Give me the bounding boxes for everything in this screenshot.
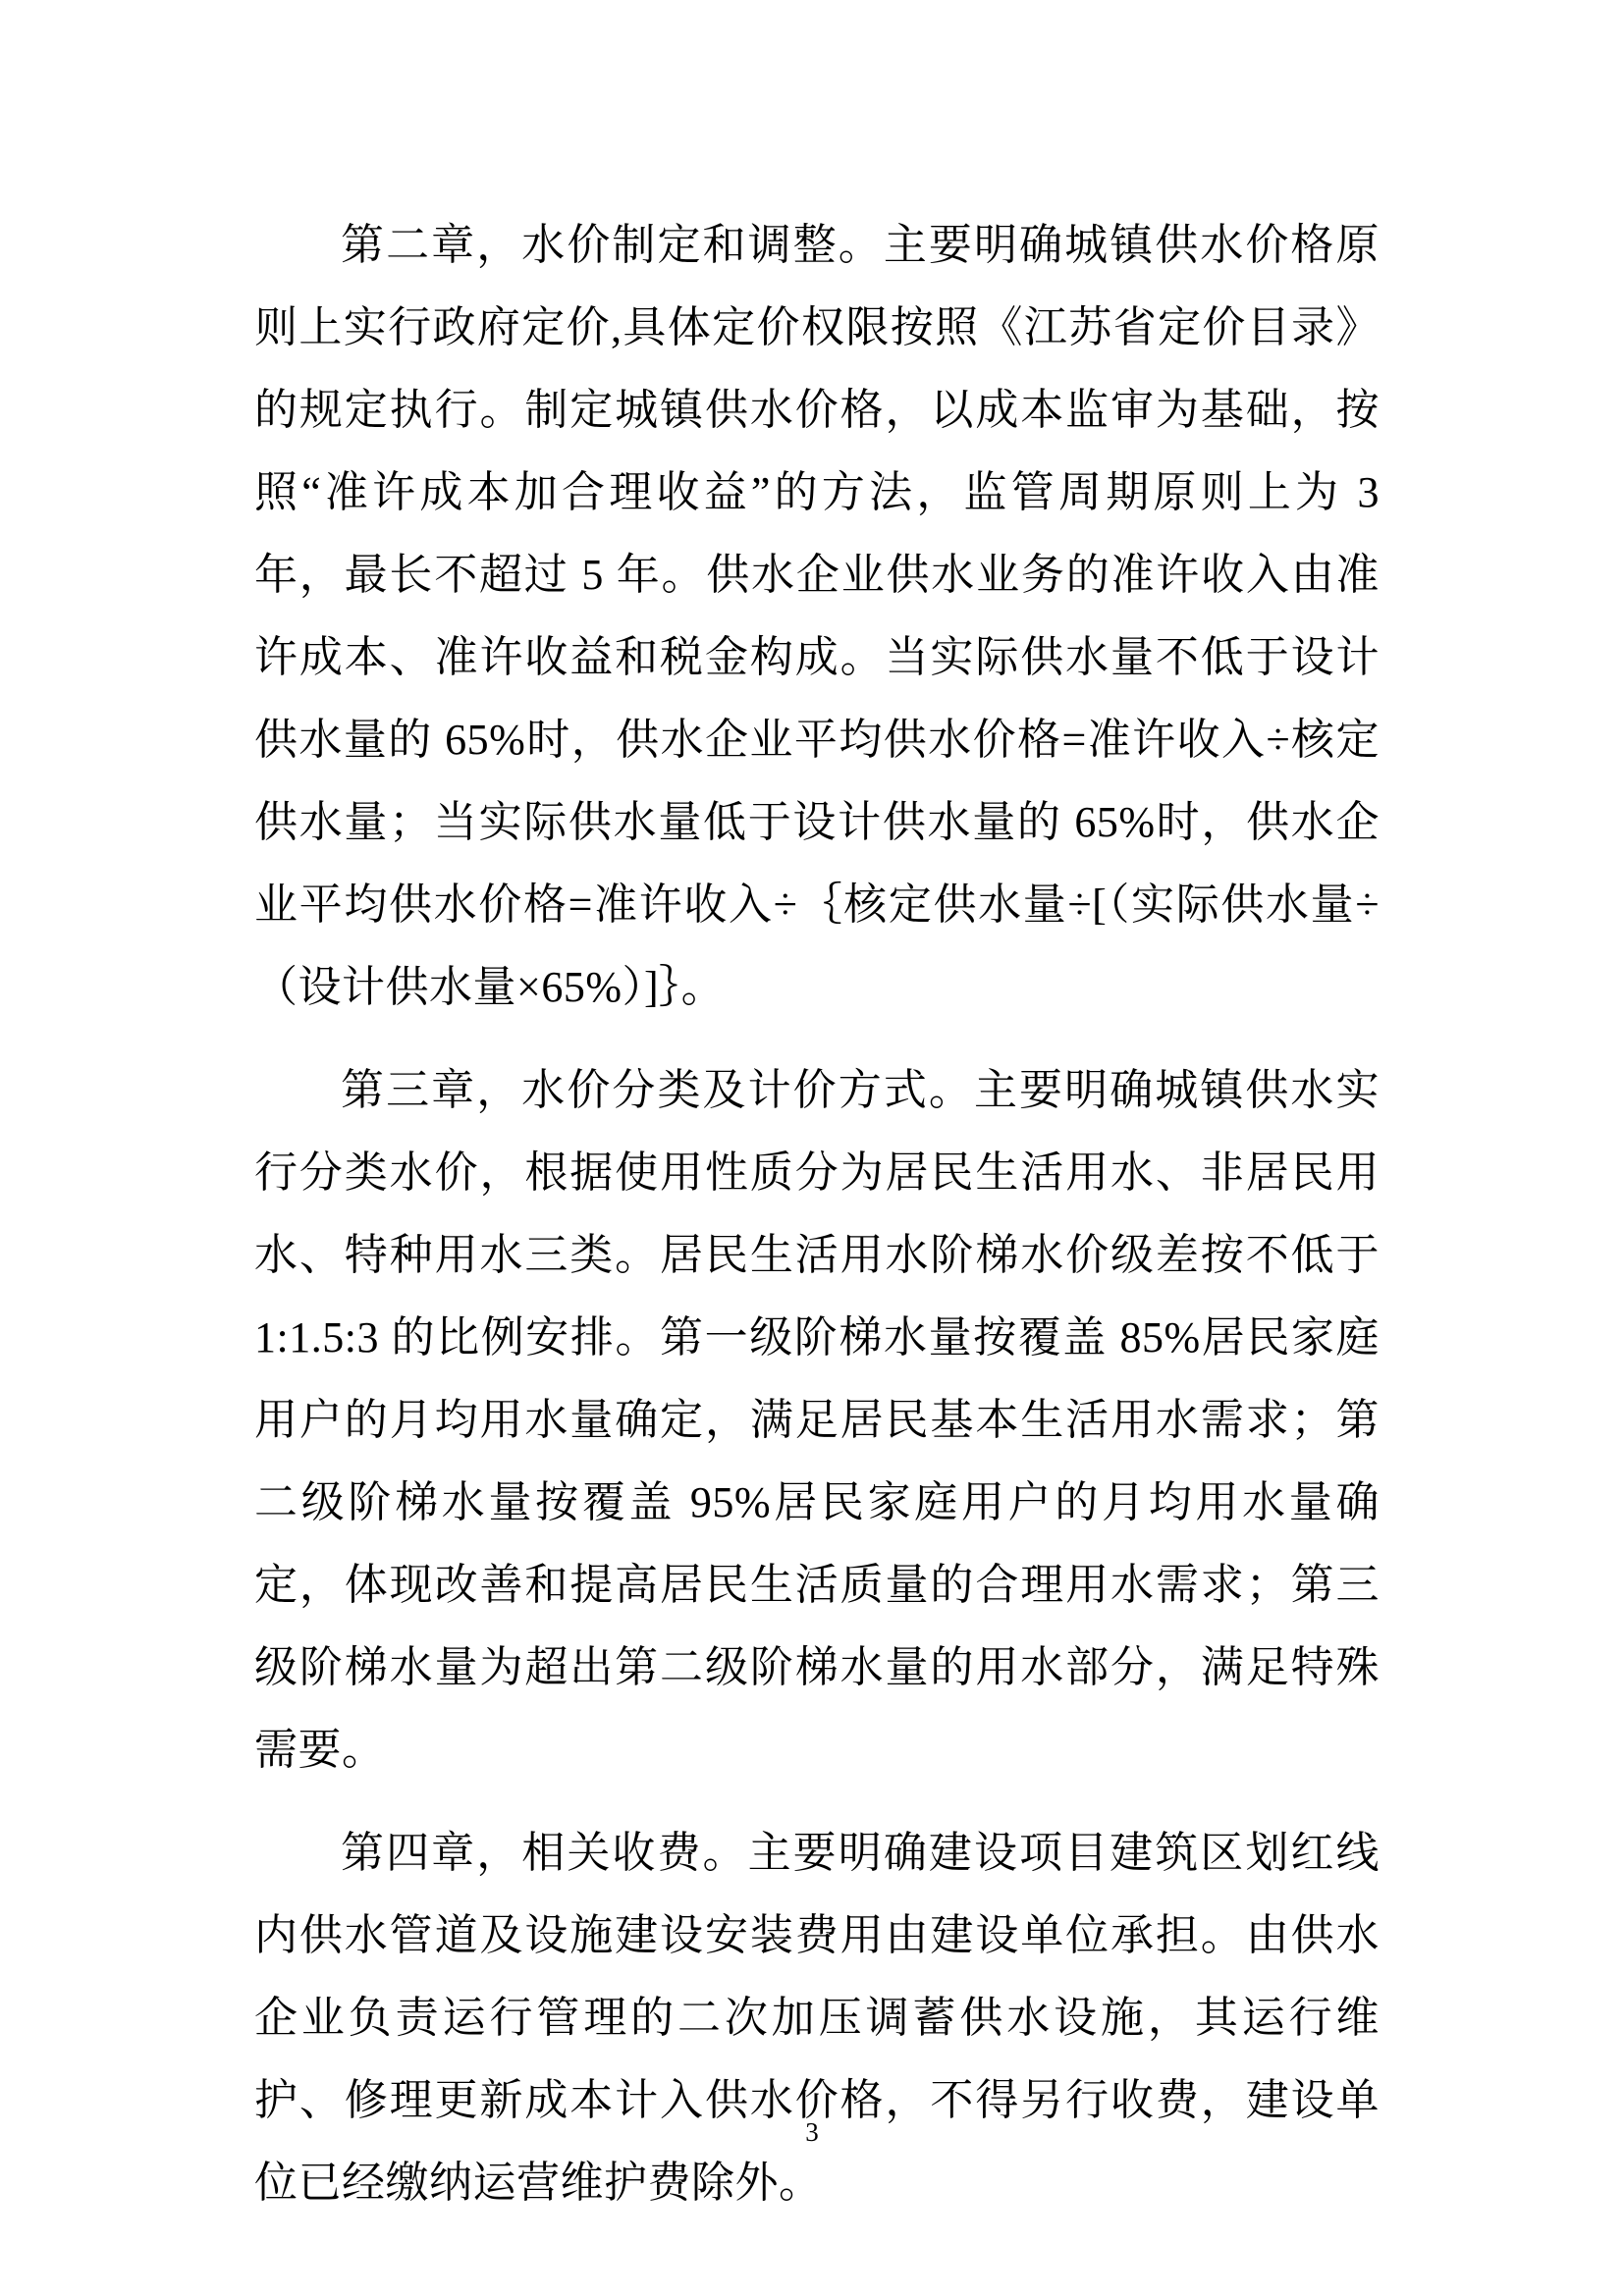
- paragraph-chapter-4: 第四章，相关收费。主要明确建设项目建筑区划红线内供水管道及设施建设安装费用由建设单位承担。由供水企业负责运行管理的二次加压调蓄供水设施，其运行维护、修理更新成本计入供水价格，不得另行收费，建设单位已经缴纳运营维护费除外。: [254, 1829, 1380, 2207]
- paragraph-chapter-3: 第三章，水价分类及计价方式。主要明确城镇供水实行分类水价，根据使用性质分为居民生活用水、非居民用水、特种用水三类。居民生活用水阶梯水价级差按不低于 1:1.5:3 的比例安排。第一级阶梯水量按覆盖 85%居民家庭用户的月均用水量确定，满足居民基本生活用水需求；第二级阶梯水量按覆盖 95%居民家庭用户的月均用水量确定，体现改善和提高居民生活质量的合理用水需求；第三级阶梯水量为超出第二级阶梯水量的用水部分，满足特殊需要。: [254, 1066, 1380, 1774]
- document-body: [254, 204, 1380, 2224]
- paragraph-chapter-2: 第二章，水价制定和调整。主要明确城镇供水价格原则上实行政府定价,具体定价权限按照《江苏省定价目录》的规定执行。制定城镇供水价格，以成本监审为基础，按照“准许成本加合理收益”的方法，监管周期原则上为 3 年，最长不超过 5 年。供水企业供水业务的准许收入由准许成本、准许收益和税金构成。当实际供水量不低于设计供水量的 65%时，供水企业平均供水价格=准许收入÷核定供水量；当实际供水量低于设计供水量的 65%时，供水企业平均供水价格=准许收入÷｛核定供水量÷[（实际供水量÷（设计供水量×65%）]｝。: [254, 221, 1380, 1011]
- page-number: 3: [805, 2117, 819, 2147]
